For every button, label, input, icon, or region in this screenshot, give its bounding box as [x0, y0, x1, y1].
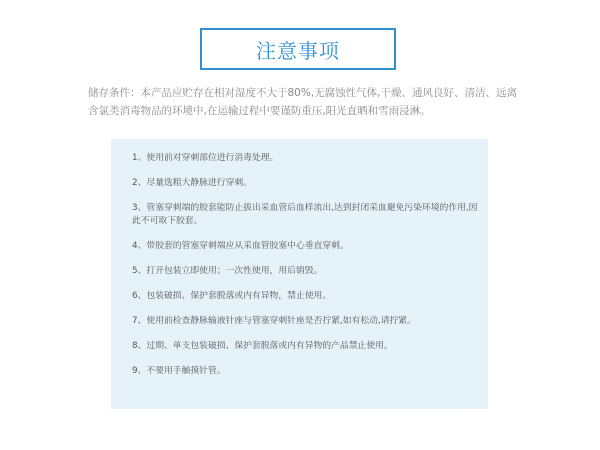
title-box — [200, 28, 396, 70]
note-item: 1、使用前对穿刺部位进行消毒处理。 — [132, 153, 279, 163]
note-item: 4、带胶套的管塞穿刺端应从采血管胶塞中心垂直穿刺。 — [132, 241, 349, 251]
page-title: 注意事项 — [256, 38, 340, 63]
note-item: 2、尽量选粗大静脉进行穿刺。 — [132, 178, 252, 188]
note-item: 7、使用前检查静脉输液针座与管塞穿刺针座是否拧紧,如有松动,请拧紧。 — [132, 316, 416, 326]
notes-list — [132, 152, 482, 390]
note-item: 8、过期、单支包装破损、保护套脱落或内有异物的产品禁止使用。 — [132, 341, 393, 351]
storage-conditions: 储存条件：本产品应贮存在相对湿度不大于80%,无腐蚀性气体,干燥、通风良好、清洁、远离含氯类消毒物品的环境中,在运输过程中要谨防重压,阳光直晒和雪雨浸淋。 — [88, 87, 518, 117]
note-item: 3、管塞穿刺端的胶套能防止拔出采血管后血样流出,达到封闭采血避免污染环境的作用,因此不可取下胶套。 — [132, 203, 478, 226]
note-item: 5、打开包装立即使用；一次性使用，用后销毁。 — [132, 266, 323, 276]
note-item: 9、不要用手触摸针管。 — [132, 366, 226, 376]
note-item: 6、包装破损、保护套脱落或内有异物，禁止使用。 — [132, 291, 332, 301]
